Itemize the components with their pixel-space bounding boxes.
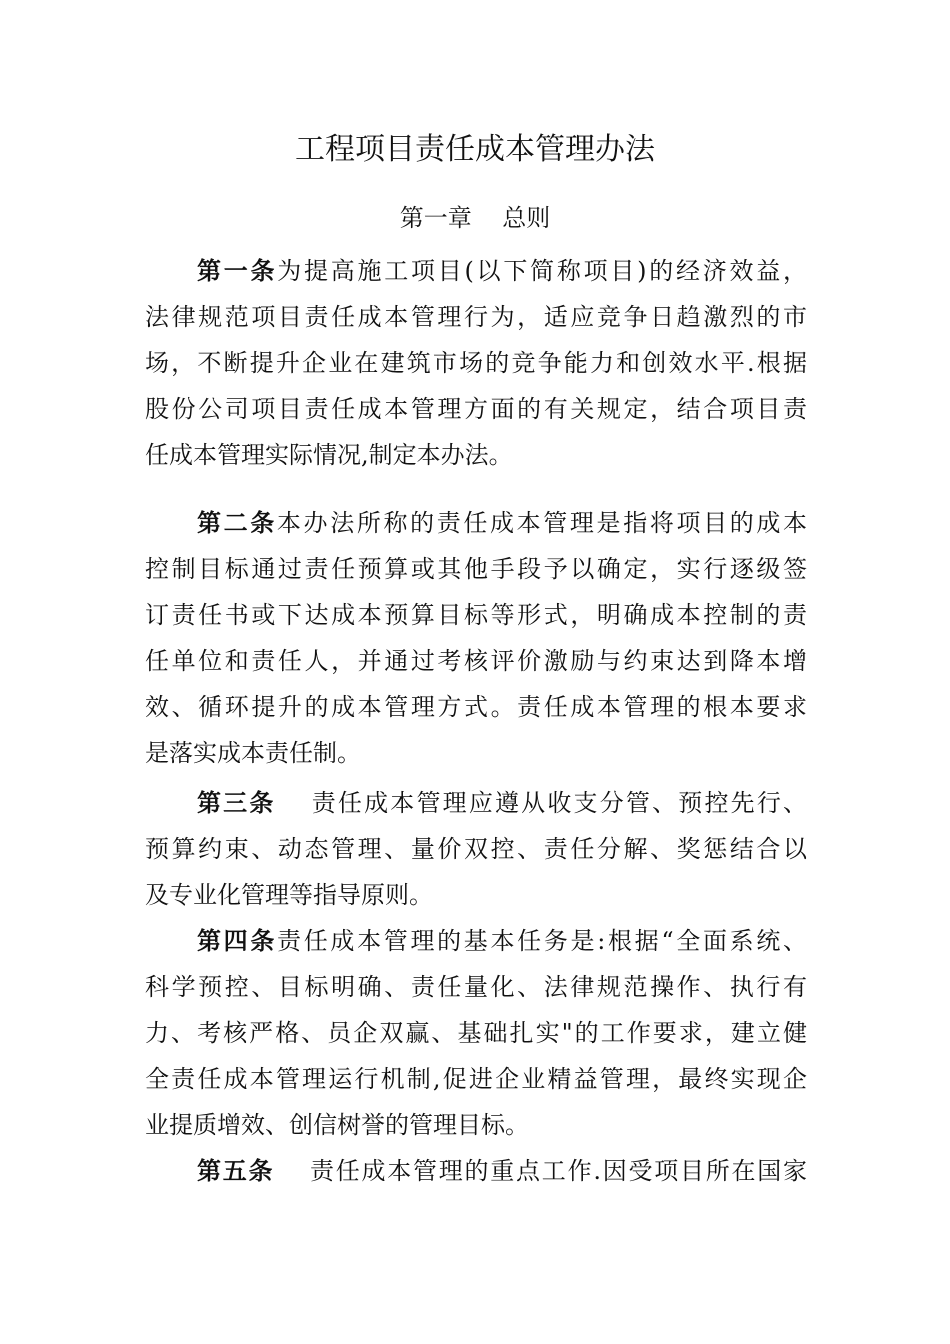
article-number: 第二条: [197, 509, 277, 537]
article-text-line: 订责任书或下达成本预算目标等形式，明确成本控制的责: [145, 601, 807, 629]
article-number: 第三条: [197, 789, 276, 817]
article-number: 第五条: [197, 1157, 275, 1185]
article-2-line-1: [145, 500, 807, 546]
article-1-line-1: [145, 248, 807, 294]
article-4-line-1: [145, 918, 807, 964]
article-text-line: 及专业化管理等指导原则。: [145, 881, 433, 909]
article-text: 责任成本管理应遵从收支分管、预控先行、: [309, 789, 807, 817]
article-text: 责任成本管理的重点工作.因受项目所在国家: [308, 1157, 807, 1185]
article-5-line-1: [145, 1148, 807, 1194]
article-number: 第四条: [197, 927, 278, 955]
article-text-line: 全责任成本管理运行机制,促进企业精益管理，最终实现企: [145, 1065, 807, 1093]
article-text: 本办法所称的责任成本管理是指将项目的成本: [276, 509, 807, 537]
article-3-line-1: [145, 780, 807, 826]
article-text-line: 任单位和责任人，并通过考核评价激励与约束达到降本增: [145, 647, 807, 675]
document-title: 工程项目责任成本管理办法: [295, 132, 655, 167]
article-text-line: 业提质增效、创信树誉的管理目标。: [145, 1111, 529, 1139]
article-text-line: 场，不断提升企业在建筑市场的竞争能力和创效水平.根据: [145, 349, 807, 377]
article-text-line: 预算约束、动态管理、量价双控、责任分解、奖惩结合以: [145, 835, 807, 863]
article-text-line: 效、循环提升的成本管理方式。责任成本管理的根本要求: [145, 693, 807, 721]
chapter-heading: 第一章 总则: [399, 204, 551, 232]
article-text-line: 是落实成本责任制。: [145, 739, 361, 767]
article-text-line: 力、考核严格、员企双赢、基础扎实"的工作要求，建立健: [145, 1019, 807, 1047]
article-text: 为提高施工项目(以下简称项目)的经济效益，: [277, 257, 807, 285]
article-text: 责任成本管理的基本任务是:根据“全面系统、: [277, 927, 807, 955]
article-text-line: 股份公司项目责任成本管理方面的有关规定，结合项目责: [145, 395, 807, 423]
article-text-line: 法律规范项目责任成本管理行为，适应竞争日趋激烈的市: [145, 303, 807, 331]
article-text-line: 控制目标通过责任预算或其他手段予以确定，实行逐级签: [145, 555, 807, 583]
article-number: 第一条: [197, 257, 278, 285]
article-text-line: 科学预控、目标明确、责任量化、法律规范操作、执行有: [145, 973, 807, 1001]
article-text-line: 任成本管理实际情况,制定本办法。: [145, 441, 513, 469]
